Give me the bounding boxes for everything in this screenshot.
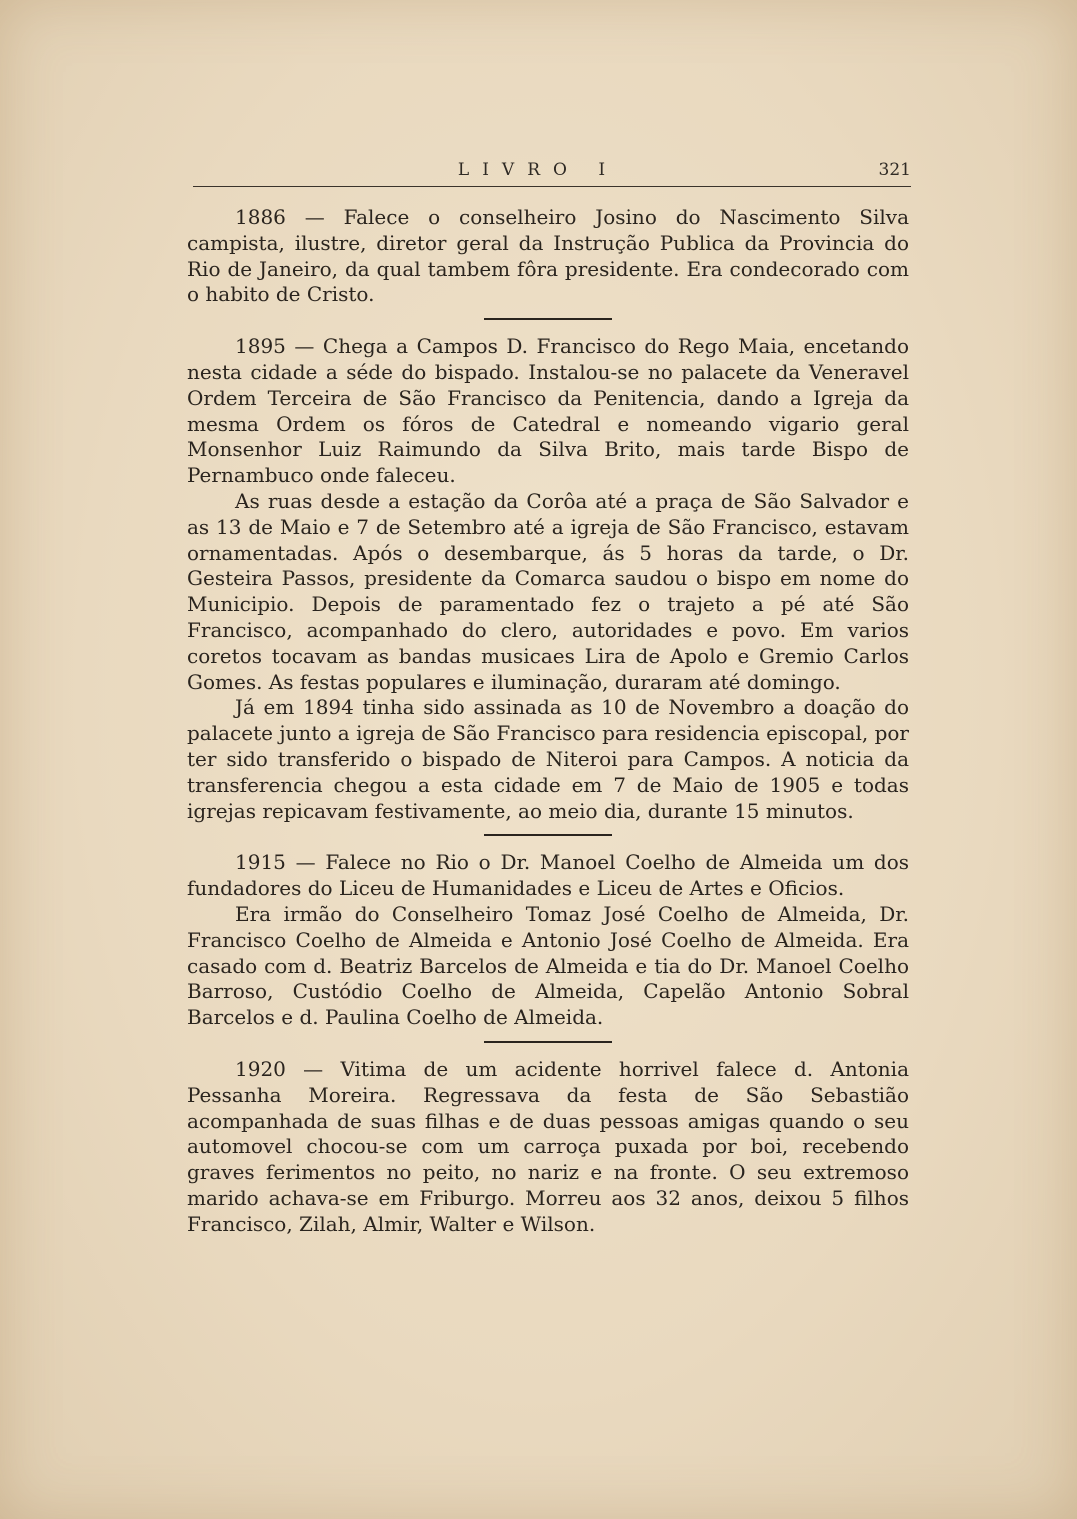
- paragraph: Era irmão do Conselheiro Tomaz José Coelho de Almeida, Dr. Francisco Coelho de Almeida e Antonio José Coelho de Almeida. Era casado com d. Beatriz Barcelos de Almeida e tia do Dr. Manoel Coelho Barroso, Custódio Coelho de Almeida, Capelão Antonio Sobral Barcelos e d. Paulina Coelho de Almeida.: [187, 901, 909, 1030]
- entry-1915: [187, 850, 909, 1031]
- header-rule: [193, 186, 911, 187]
- section-separator: [484, 318, 612, 320]
- page-header: [193, 158, 911, 188]
- entry-1920: [187, 1057, 909, 1238]
- paragraph: As ruas desde a estação da Corôa até a praça de São Salvador e as 13 de Maio e 7 de Setembro até a igreja de São Francisco, estavam ornamentadas. Após o desembarque, ás 5 horas da tarde, o Dr. Gesteira Passos, presidente da Comarca saudou o bispo em nome do Municipio. Depois de paramentado fez o trajeto a pé até São Francisco, acompanhado do clero, autoridades e povo. Em varios coretos tocavam as bandas musicaes Lira de Apolo e Gremio Carlos Gomes. As festas populares e iluminação, duraram até domingo.: [187, 488, 909, 694]
- paragraph: 1920 — Vitima de um acidente horrivel falece d. Antonia Pessanha Moreira. Regressava da festa de São Sebastião acompanhada de suas filhas e de duas pessoas amigas quando o seu automovel chocou-se com um carroça puxada por boi, recebendo graves ferimentos no peito, no nariz e na fronte. O seu extremoso marido achava-se em Friburgo. Morreu aos 32 anos, deixou 5 filhos Francisco, Zilah, Almir, Walter e Wilson.: [187, 1056, 909, 1236]
- paragraph: 1915 — Falece no Rio o Dr. Manoel Coelho de Almeida um dos fundadores do Liceu de Humanidades e Liceu de Artes e Oficios.: [187, 850, 909, 901]
- body-text: [187, 205, 909, 1237]
- entry-1886: [187, 205, 909, 308]
- entry-1895: [187, 334, 909, 824]
- running-title: LIVRO I: [457, 160, 619, 180]
- page-number: 321: [878, 160, 911, 180]
- paragraph: 1895 — Chega a Campos D. Francisco do Rego Maia, encetando nesta cidade a séde do bispado. Instalou-se no palacete da Veneravel Ordem Terceira de São Francisco da Penitencia, dando a Igreja da mesma Ordem os fóros de Catedral e nomeando vigario geral Monsenhor Luiz Raimundo da Silva Brito, mais tarde Bispo de Pernambuco onde faleceu.: [187, 334, 909, 488]
- section-separator: [484, 1041, 612, 1043]
- section-separator: [484, 834, 612, 836]
- paragraph: Já em 1894 tinha sido assinada as 10 de Novembro a doação do palacete junto a igreja de São Francisco para residencia episcopal, por ter sido transferido o bispado de Niteroi para Campos. A noticia da transferencia chegou a esta cidade em 7 de Maio de 1905 e todas igrejas repicavam festivamente, ao meio dia, durante 15 minutos.: [187, 695, 909, 823]
- paragraph: 1886 — Falece o conselheiro Josino do Nascimento Silva campista, ilustre, diretor geral da Instrução Publica da Provincia do Rio de Janeiro, da qual tambem fôra presidente. Era condecorado com o habito de Cristo.: [187, 205, 909, 307]
